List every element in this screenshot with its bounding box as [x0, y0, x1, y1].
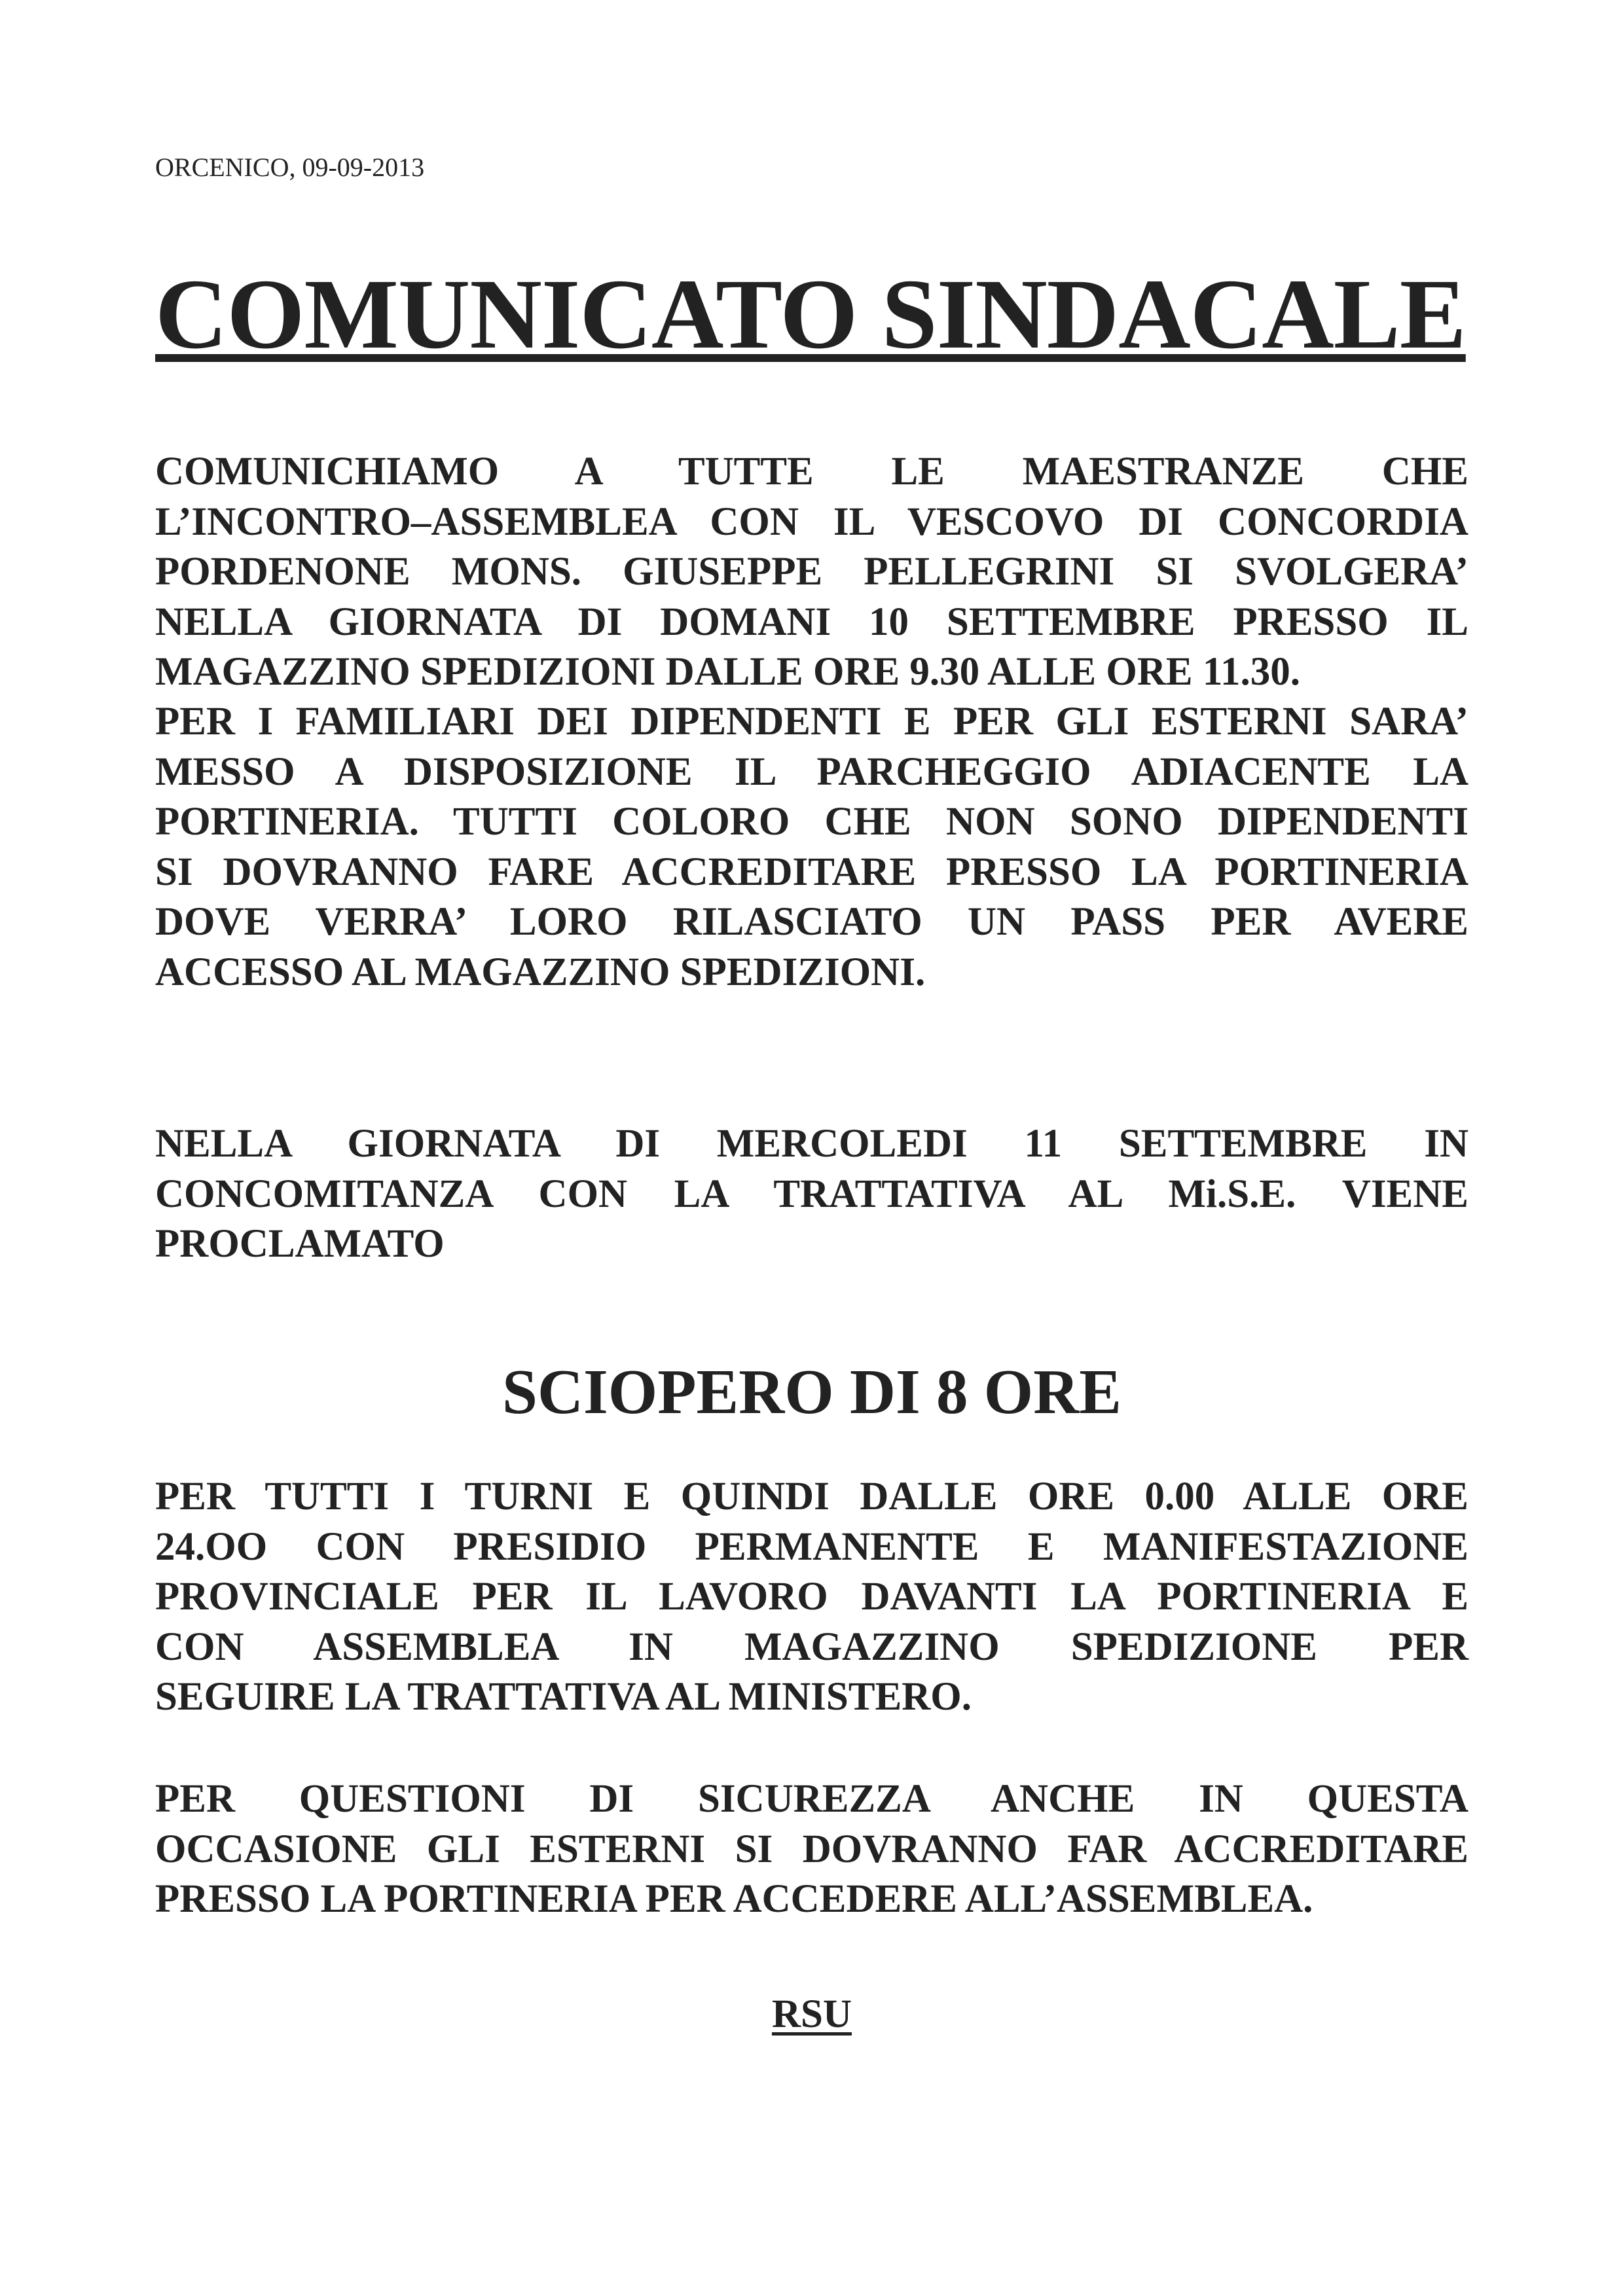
text-line: ACCESSO AL MAGAZZINO SPEDIZIONI. — [155, 950, 926, 994]
signature-text: RSU — [771, 1992, 852, 2036]
text-line: PER TUTTI I TURNI E QUINDI DALLE ORE 0.00 ALLE ORE — [155, 1475, 1468, 1518]
paragraph-security-note — [155, 1774, 1468, 1925]
text-line: SI DOVRANNO FARE ACCREDITARE PRESSO LA PORTINERIA — [155, 850, 1468, 894]
text-line: COMUNICHIAMO A TUTTE LE MAESTRANZE CHE — [155, 450, 1468, 493]
text-line: PER QUESTIONI DI SICUREZZA ANCHE IN QUESTA — [155, 1777, 1468, 1821]
text-line: PRESSO LA PORTINERIA PER ACCEDERE ALL’ASSEMBLEA. — [155, 1877, 1313, 1921]
text-line: NELLA GIORNATA DI MERCOLEDI 11 SETTEMBRE IN — [155, 1122, 1468, 1166]
text-line: PROVINCIALE PER IL LAVORO DAVANTI LA PORTINERIA E — [155, 1575, 1468, 1619]
document-title-text: COMUNICATO SINDACALE — [155, 259, 1466, 370]
text-line: CONCOMITANZA CON LA TRATTATIVA AL Mi.S.E. VIENE — [155, 1172, 1468, 1216]
text-line: MESSO A DISPOSIZIONE IL PARCHEGGIO ADIACENTE LA — [155, 749, 1468, 794]
paragraph-meeting-announcement — [155, 447, 1468, 698]
text-line: PER I FAMILIARI DEI DIPENDENTI E PER GLI ESTERNI SARA’ — [155, 700, 1468, 744]
paragraph-parking-access — [155, 697, 1468, 997]
text-line: 24.OO CON PRESIDIO PERMANENTE E MANIFESTAZIONE — [155, 1524, 1468, 1569]
strike-heading: SCIOPERO DI 8 ORE — [502, 1357, 1122, 1427]
document-title — [155, 259, 1468, 370]
text-line: PORTINERIA. TUTTI COLORO CHE NON SONO DIPENDENTI — [155, 800, 1468, 844]
text-line: PORDENONE MONS. GIUSEPPE PELLEGRINI SI SVOLGERA’ — [155, 550, 1468, 594]
text-line: L’INCONTRO–ASSEMBLEA CON IL VESCOVO DI CONCORDIA — [155, 499, 1468, 544]
text-line: SEGUIRE LA TRATTATIVA AL MINISTERO. — [155, 1675, 972, 1719]
place-date: ORCENICO, 09-09-2013 — [155, 152, 425, 182]
paragraph-strike-details — [155, 1472, 1468, 1723]
text-line: CON ASSEMBLEA IN MAGAZZINO SPEDIZIONE PER — [155, 1624, 1468, 1669]
signature — [155, 1994, 1468, 2034]
text-line: NELLA GIORNATA DI DOMANI 10 SETTEMBRE PRESSO IL — [155, 600, 1468, 644]
paragraph-strike-intro — [155, 1119, 1468, 1270]
text-line: DOVE VERRA’ LORO RILASCIATO UN PASS PER AVERE — [155, 900, 1468, 944]
text-line: OCCASIONE GLI ESTERNI SI DOVRANNO FAR ACCREDITARE — [155, 1827, 1468, 1871]
text-line: PROCLAMATO — [155, 1222, 445, 1266]
text-line: MAGAZZINO SPEDIZIONI DALLE ORE 9.30 ALLE ORE 11.30. — [155, 650, 1300, 694]
